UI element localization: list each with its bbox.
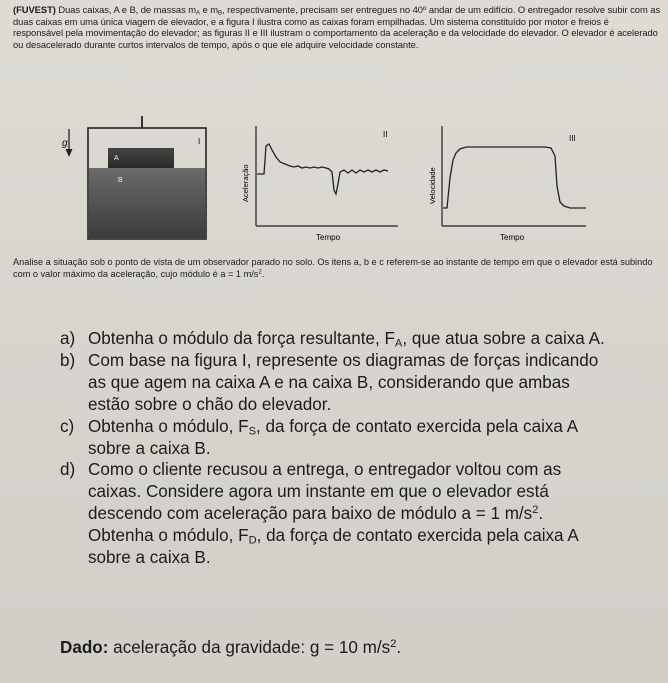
figure-iii-xlabel: Tempo <box>500 233 525 242</box>
question-b-label: b) <box>60 350 76 370</box>
given-data-superscript: 2 <box>390 637 397 650</box>
question-d-subscript: D <box>248 534 257 547</box>
caption-text: Analise a situação sob o ponto de vista de um observador parado no solo. Os itens a, b e c referem-se ao instante de tempo em que o elevador está subindo com o valor máximo da aceleração, cujo módulo é a = 1 m/s <box>13 257 653 279</box>
mass-a-subscript: A <box>195 9 200 17</box>
question-a <box>60 328 605 350</box>
figure-ii-numeral: II <box>383 130 388 139</box>
given-data-text: aceleração da gravidade: g = 10 m/s <box>108 638 391 657</box>
problem-statement <box>13 4 661 50</box>
box-b <box>89 168 205 238</box>
figure-iii-velocity-graph <box>420 126 590 251</box>
figure-ii-ylabel: Aceleração <box>241 164 250 202</box>
intro-text: Duas caixas, A e B, de massas m <box>55 4 196 15</box>
box-a-label: A <box>114 155 119 162</box>
given-data-text: . <box>396 638 402 657</box>
intro-text: e m <box>199 4 219 15</box>
figure-i-numeral: I <box>198 137 201 146</box>
question-a-text: Obtenha o módulo da força resultante, F <box>88 329 395 348</box>
questions-list <box>60 328 605 569</box>
question-d-text: Como o cliente recusou a entrega, o entregador voltou com as caixas. Considere agora um instante em que o elevador está descendo com aceleração para baixo de módulo a = 1 m/s <box>88 460 562 524</box>
acceleration-curve <box>257 144 388 194</box>
caption-superscript: 2 <box>258 269 262 276</box>
question-c-text: , da força de contato exercida pela caixa A sobre a caixa B. <box>88 416 578 458</box>
question-d-label: d) <box>60 460 76 480</box>
question-b <box>60 350 605 416</box>
intro-text: , respectivamente, precisam ser entregues no 40º andar de um edifício. O entregador resolve subir com as duas caixas em uma única viagem de elevador, e a figura I ilustra como as caixas foram empilhadas. Um sistema constituído por motor e freios é responsável pela movimentação do elevador; as figuras II e III ilustram o comportamento da aceleração e da velocidade do elevador. O elevador é acelerado ou desacelerado durante curtos intervalos de tempo, após o que ele adquire velocidade constante. <box>13 4 661 50</box>
gravity-label: g <box>62 138 68 149</box>
figure-iii-numeral: III <box>569 134 576 143</box>
velocity-curve <box>443 147 586 208</box>
question-a-text: , que atua sobre a caixa A. <box>402 329 605 348</box>
question-d-text: . Obtenha o módulo, F <box>88 504 544 546</box>
given-data <box>60 637 401 659</box>
question-c <box>60 416 605 460</box>
source-tag: (FUVEST) <box>13 4 56 15</box>
figure-i-elevator <box>52 116 217 241</box>
figure-iii-ylabel: Velocidade <box>428 167 437 204</box>
question-d-text: , da força de contato exercida pela caixa A sobre a caixa B. <box>88 526 578 568</box>
question-c-label: c) <box>60 416 75 436</box>
mass-b-subscript: B <box>218 9 223 17</box>
figure-ii-xlabel: Tempo <box>316 233 341 242</box>
caption-text: . <box>261 269 265 279</box>
figure-caption <box>13 256 661 280</box>
question-b-text: Com base na figura I, represente os diagramas de forças indicando as que agem na caixa A e na caixa B, considerando que ambas estão sobre o chão do elevador. <box>88 350 599 414</box>
question-a-subscript: A <box>394 337 403 350</box>
question-c-subscript: S <box>248 425 257 438</box>
question-d <box>60 459 605 569</box>
figure-ii-acceleration-graph <box>232 126 402 251</box>
figures-row <box>0 116 668 256</box>
question-a-label: a) <box>60 329 76 348</box>
box-b-label: B <box>118 177 123 184</box>
question-d-superscript: 2 <box>532 504 539 517</box>
question-c-text: Obtenha o módulo, F <box>88 416 249 436</box>
given-data-label: Dado: <box>60 638 109 657</box>
